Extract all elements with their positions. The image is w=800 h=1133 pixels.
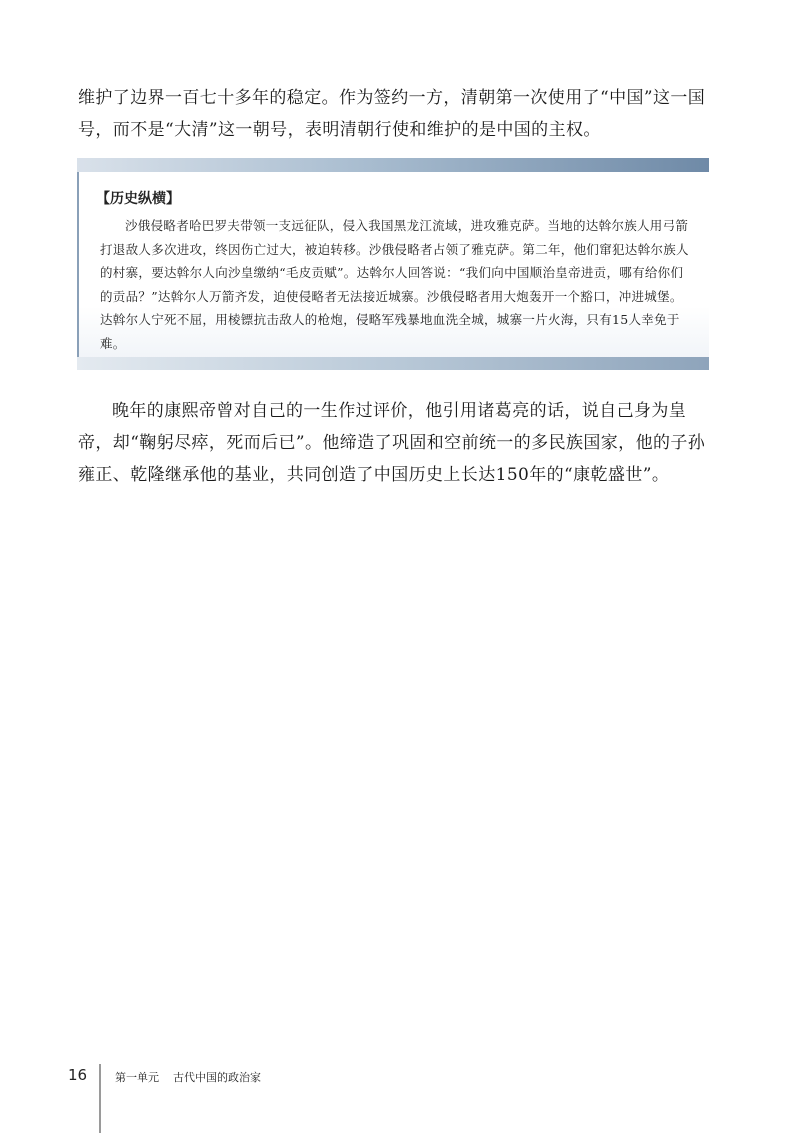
body-paragraph-top-text: 维护了边界一百七十多年的稳定。作为签约一方，清朝第一次使用了“中国”这一国号，而不是“大清”这一朝号，表明清朝行使和维护的是中国的主权。	[78, 88, 706, 140]
sidebar-body-text: 沙俄侵略者哈巴罗夫带领一支远征队，侵入我国黑龙江流域，进攻雅克萨。当地的达斡尔族人用弓箭打退敌人多次进攻，终因伤亡过大，被迫转移。沙俄侵略者占领了雅克萨。第二年，他们窜犯达斡尔族人的村寨，要达斡尔人向沙皇缴纳“毛皮贡赋”。达斡尔人回答说：“我们向中国顺治皇帝进贡，哪有给你们的贡品？”达斡尔人万箭齐发，迫使侵略者无法接近城寨。沙俄侵略者用大炮轰开一个豁口，冲进城堡。达斡尔人宁死不屈，用棱镖抗击敌人的枪炮，侵略军残暴地血洗全城，城寨一片火海，只有15人幸免于难。	[100, 218, 689, 351]
running-head: 第一单元 古代中国的政治家	[115, 1071, 261, 1084]
body-paragraph-bottom-text: 晚年的康熙帝曾对自己的一生作过评价，他引用诸葛亮的话，说自己身为皇帝，却“鞠躬尽瘁，死而后已”。他缔造了巩固和空前统一的多民族国家，他的子孙雍正、乾隆继承他的基业，共同创造了中国历史上长达150年的“康乾盛世”。	[78, 401, 706, 485]
sidebar-heading: 【历史纵横】	[96, 191, 180, 207]
sidebar-left-rule	[77, 172, 79, 370]
footer-divider	[99, 1064, 101, 1133]
page-number: 16	[68, 1066, 88, 1084]
sidebar-bottom-bar	[77, 357, 709, 370]
sidebar-top-bar	[77, 158, 709, 172]
body-paragraph-bottom	[78, 395, 718, 491]
history-sidebar-box	[77, 158, 709, 370]
body-paragraph-top	[78, 82, 718, 146]
